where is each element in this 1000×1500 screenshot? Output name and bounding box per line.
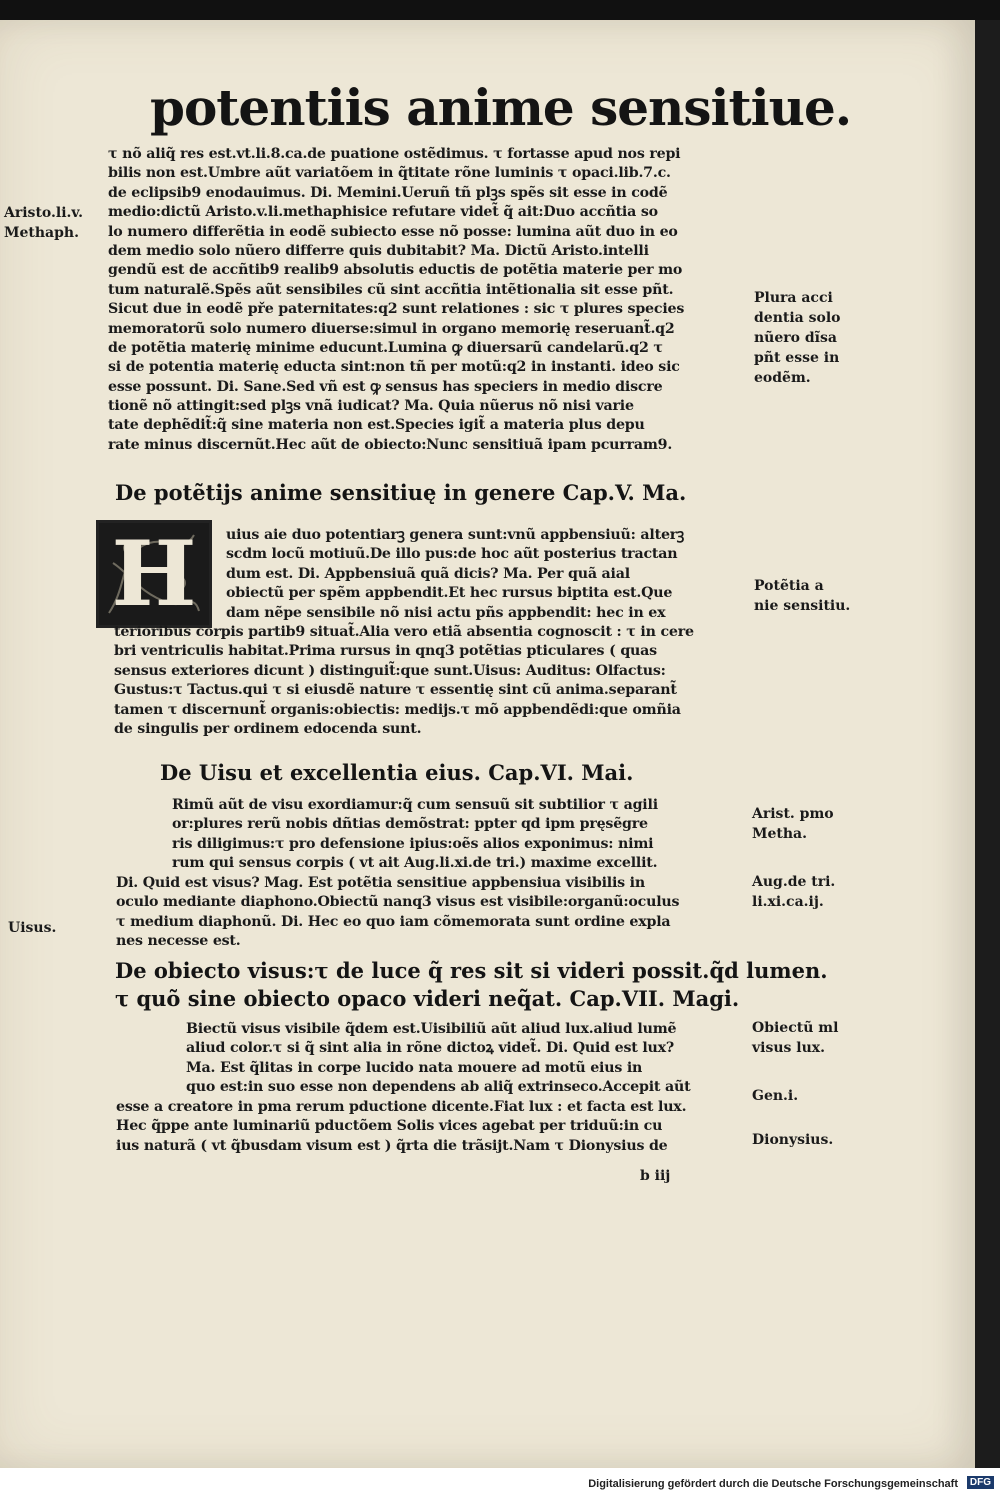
text-line: τ nõ aliq̃ res est.vt.li.8.ca.de puatione ostẽdimus. τ fortasse apud nos repi (108, 146, 681, 162)
margin-line: Arist. pmo (752, 806, 834, 822)
text-line: bilis non est.Umbre aũt variatõem in q̃titate rõne luminis τ opaci.lib.7.c. (108, 165, 671, 182)
margin-line: Gen.i. (752, 1088, 799, 1104)
text-line: ius naturã ( vt q̃busdam visum est ) q̃rta die trãsijt.Nam τ Dionysius de (116, 1137, 668, 1154)
text-line: oculo mediante diaphono.Obiectũ nanq3 visus est visibile:organũ:oculus (116, 894, 680, 911)
text-line: or:plures rerũ nobis dñtias demõstrat: ppter qd ipm pręsẽgre (172, 816, 648, 833)
text-line: rum qui sensus corpis ( vt ait Aug.li.xi.de tri.) maxime excellit. (172, 855, 658, 872)
text-line: Sicut due in eodẽ pře paternitates:q2 sunt relationes : sic τ plures species (108, 301, 685, 318)
text-line: dam nẽpe sensibile nõ nisi actu pñs appbendit: hec in ex (226, 604, 666, 621)
text-line: tionẽ nõ attingit:sed plꝫs vnã iudicat? Ma. Quia nũerus nõ nisi varie (108, 398, 634, 415)
scan-border-top (0, 0, 1000, 20)
text-line: esse possunt. Di. Sane.Sed vñ est ꝙ sensus has speciers in medio discre (108, 378, 663, 395)
text-line: Gustus:τ Tactus.qui τ si eiusdẽ nature τ essentię sint cũ anima.separant̃ (114, 682, 677, 699)
chapter-5-text-block-continued (114, 623, 694, 739)
margin-note-potentia (754, 576, 850, 616)
chapter-5-heading: De potẽtijs anime sensitiuę in genere Cap.V. Ma. (115, 480, 687, 505)
margin-line: eodẽm. (754, 370, 811, 386)
text-line: dum est. Di. Appbensiuã quã dicis? Ma. Per quã aial (226, 565, 630, 582)
margin-line: Aug.de tri. (752, 874, 836, 890)
margin-note-plura (754, 288, 840, 388)
chapter-6-text-block-continued (116, 874, 679, 952)
text-line: lo numero differẽtia in eodẽ subiecto esse nõ posse: lumina aũt duo in eo (108, 223, 678, 240)
text-line: τ medium diaphonũ. Di. Hec eo quo iam cõmemorata sunt ordine expla (116, 913, 671, 930)
chapter-7-heading-line-1: De obiecto visus:τ de luce q̃ res sit si videri possit.q̃d lumen. (115, 958, 828, 983)
text-line: tum naturalẽ.Spẽs aũt sensibiles cũ sint accñtia intẽtionalia sit esse pñt. (108, 281, 674, 298)
text-line: tate dephẽdit̃:q̃ sine materia non est.Species igit̃ a materia plus depu (108, 417, 645, 434)
text-line: de eclipsib9 enodauimus. Di. Memini.Ueruñ tñ plꝫs spẽs sit esse in codẽ (108, 184, 668, 201)
text-line: memoratorũ solo numero diuerse:simul in organo memorię reseruant̃.q2 (108, 320, 675, 337)
chapter-6-heading: De Uisu et excellentia eius. Cap.VI. Mai. (160, 760, 634, 785)
margin-note-visus (8, 918, 56, 938)
text-line: si de potentia materię educta sint:non tñ per motũ:q2 in instanti. ideo sic (108, 359, 680, 376)
chapter-6-text-block (172, 796, 658, 874)
intro-text-block (108, 145, 684, 455)
text-line: scdm locũ motiuũ.De illo pus:de hoc aũt posterius tractan (226, 546, 678, 563)
margin-note-obiectum (752, 1018, 838, 1058)
margin-line: Methaph. (4, 225, 79, 241)
text-line: esse a creatore in pma rerum pductione dicente.Fiat lux : et facta est lux. (116, 1099, 687, 1115)
text-line: dem medio solo nũero differre quis dubitabit? Ma. Dictũ Aristo.intelli (108, 242, 649, 259)
text-line: Biectũ visus visibile q̃dem est.Uisibiliũ aũt aliud lux.aliud lumẽ (186, 1021, 677, 1037)
signature-mark: b iij (640, 1168, 671, 1184)
text-line: bri ventriculis habitat.Prima rursus in qnq3 potẽtias pticulares ( quas (114, 643, 657, 660)
text-line: terioribus corpis partib9 situat̃.Alia vero etiã absentia cognoscit : τ in cere (114, 624, 694, 640)
margin-line: pñt esse in (754, 350, 840, 366)
margin-line: Obiectũ ml (752, 1020, 839, 1036)
text-line: sensus exteriores dicunt ) distinguit̃:que sunt.Uisus: Auditus: Olfactus: (114, 662, 666, 679)
text-line: Ma. Est q̃litas in corpe lucido nata mouere ad motũ eius in (186, 1059, 643, 1076)
margin-line: dentia solo (754, 310, 841, 326)
margin-line: Potẽtia a (754, 578, 824, 594)
text-line: obiectũ per spẽm appbendit.Et hec rursus biptita est.Que (226, 585, 673, 602)
text-line: ris diligimus:τ pro defensione ipius:oẽs alios exponimus: nimi (172, 835, 654, 852)
dfg-logo-icon: DFG (967, 1476, 994, 1489)
margin-note-arist (752, 804, 834, 844)
margin-line: Uisus. (8, 920, 57, 936)
text-line: tamen τ discernunt̃ organis:obiectis: medijs.τ mõ appbendẽdi:que omñia (114, 701, 681, 718)
funding-credit: Digitalisierung gefördert durch die Deutsche Forschungsgemeinschaft (588, 1478, 958, 1490)
decorated-initial-letter (96, 520, 212, 628)
text-line: nes necesse est. (116, 933, 241, 950)
text-line: de singulis per ordinem edocenda sunt. (114, 720, 422, 737)
chapter-7-text-block (186, 1020, 690, 1098)
margin-note-aug (752, 872, 835, 912)
margin-line: Metha. (752, 826, 807, 842)
margin-line: li.xi.ca.ij. (752, 894, 824, 910)
margin-note-aristo (4, 203, 83, 243)
chapter-5-text-block (226, 526, 684, 623)
text-line: Di. Quid est visus? Mag. Est potẽtia sensitiue appbensiua visibilis in (116, 875, 645, 891)
margin-line: nie sensitiu. (754, 598, 851, 614)
text-line: quo est:in suo esse non dependens ab aliq̃ extrinseco.Accepit aũt (186, 1079, 691, 1096)
margin-note-gen (752, 1086, 798, 1106)
text-line: de potẽtia materię minime educunt.Lumina ꝙ diuersarũ candelarũ.q2 τ (108, 339, 663, 356)
text-line: aliud color.τ si q̃ sint alia in rõne dictoꝝ videt̃. Di. Quid est lux? (186, 1040, 675, 1057)
margin-line: Dionysius. (752, 1132, 834, 1148)
page-title: potentiis anime sensitiue. (150, 78, 852, 137)
text-line: rate minus discernũt.Hec aũt de obiecto:Nunc sensitiuã ipam pcurram9. (108, 436, 673, 453)
text-line: gendũ est de accñtib9 realib9 absolutis eductis de potẽtia materie per mo (108, 262, 683, 279)
margin-line: visus lux. (752, 1040, 825, 1056)
chapter-7-heading-line-2: τ quõ sine obiecto opaco videri neq̃at. Cap.VII. Magi. (115, 986, 740, 1011)
margin-line: Aristo.li.v. (4, 205, 83, 221)
initial-letter: H (111, 521, 197, 627)
margin-line: nũero dĩsa (754, 330, 837, 346)
chapter-7-text-block-continued (116, 1098, 686, 1156)
text-line: Rimũ aũt de visu exordiamur:q̃ cum sensuũ sit subtilior τ agili (172, 797, 658, 813)
margin-note-dionysius (752, 1130, 833, 1150)
text-line: Hec q̃ppe ante luminariũ pductõem Solis vices agebat per triduũ:in cu (116, 1118, 663, 1135)
text-line: uius aie duo potentiarꝫ genera sunt:vnũ appbensiuũ: alterꝫ (226, 527, 685, 543)
margin-line: Plura acci (754, 290, 833, 306)
text-line: medio:dictũ Aristo.v.li.methaphisice refutare videt̃ q̃ ait:Duo accñtia so (108, 204, 658, 221)
